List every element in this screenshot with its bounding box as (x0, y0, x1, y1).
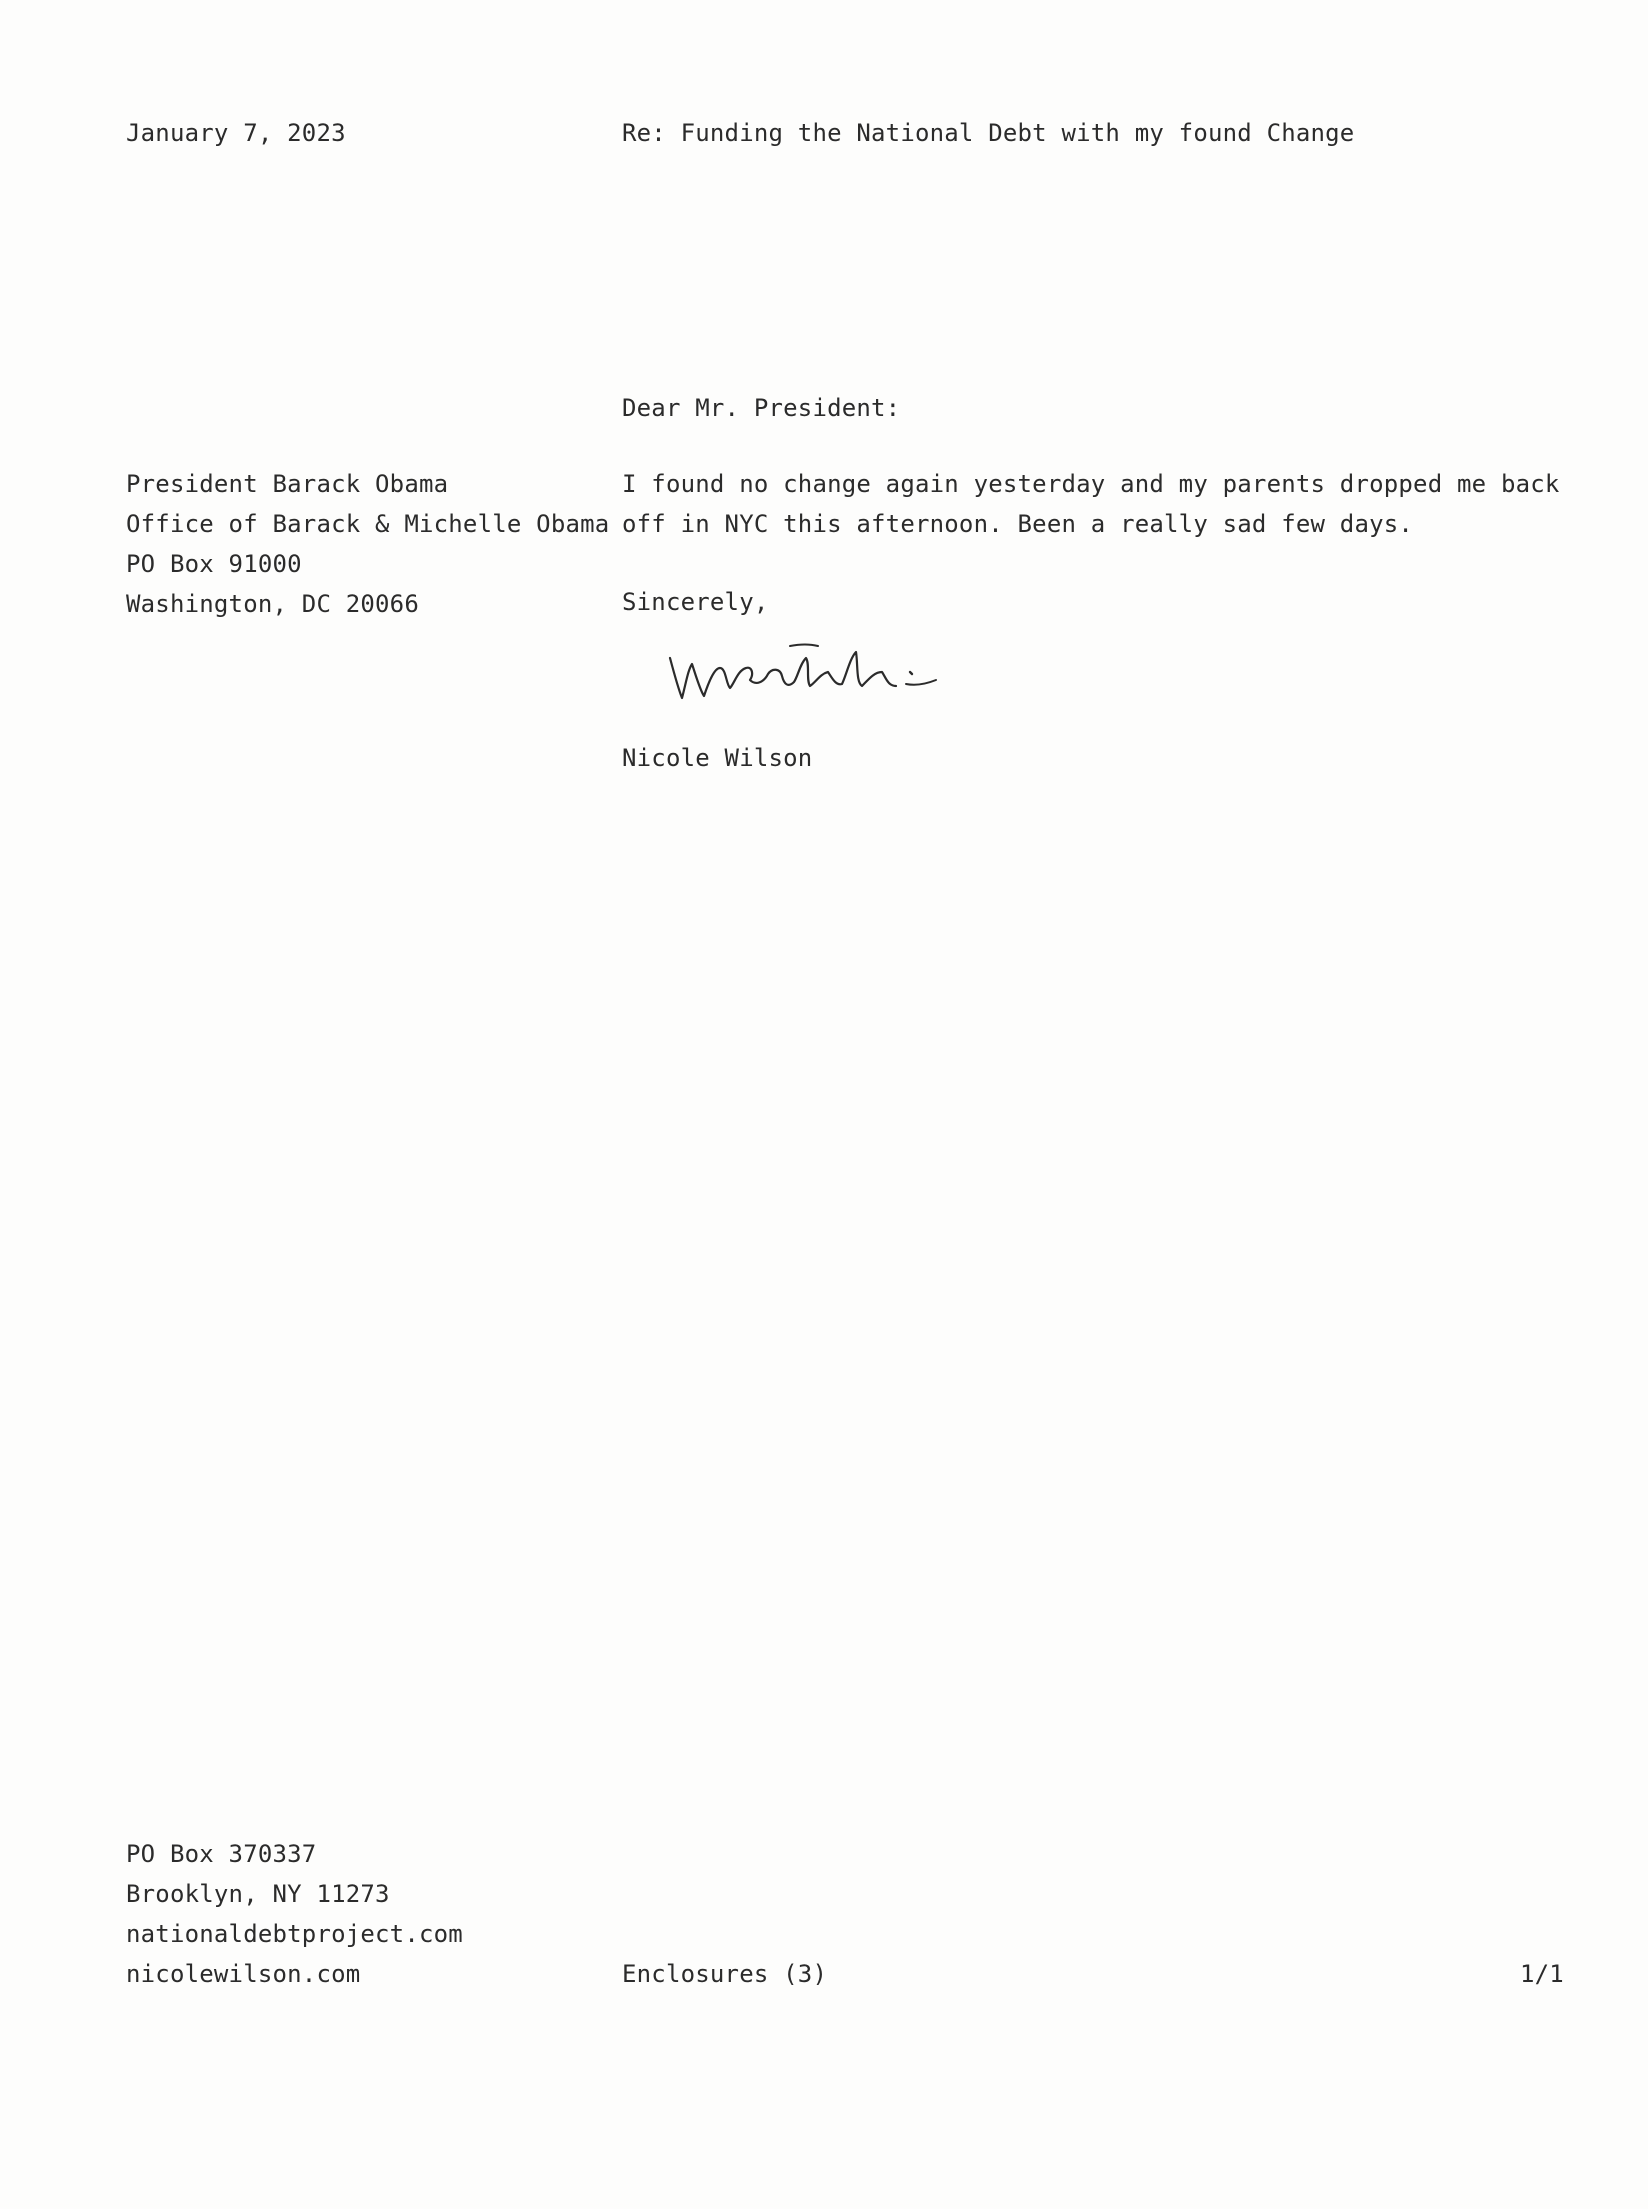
salutation: Dear Mr. President: (622, 394, 901, 422)
recipient-city: Washington, DC 20066 (126, 590, 419, 618)
letter-body (622, 464, 1560, 544)
recipient-name: President Barack Obama (126, 470, 449, 498)
recipient-address (126, 464, 609, 624)
recipient-office: Office of Barack & Michelle Obama (126, 510, 610, 538)
sender-website: nationaldebtproject.com (126, 1920, 463, 1948)
signature-name: Nicole Wilson (622, 744, 813, 772)
body-line: I found no change again yesterday and my parents dropped me back (622, 470, 1560, 498)
body-line: off in NYC this afternoon. Been a really sad few days. (622, 510, 1414, 538)
sender-address (126, 1834, 463, 1994)
sender-website: nicolewilson.com (126, 1960, 361, 1988)
letter-subject: Re: Funding the National Debt with my found Change (622, 119, 1355, 147)
closing: Sincerely, (622, 588, 769, 616)
recipient-po-box: PO Box 91000 (126, 550, 302, 578)
sender-po-box: PO Box 370337 (126, 1840, 317, 1868)
enclosures-note: Enclosures (3) (622, 1960, 828, 1988)
handwritten-signature (660, 628, 980, 708)
page-number: 1/1 (1520, 1960, 1564, 1988)
letter-date: January 7, 2023 (126, 119, 346, 147)
sender-city: Brooklyn, NY 11273 (126, 1880, 390, 1908)
